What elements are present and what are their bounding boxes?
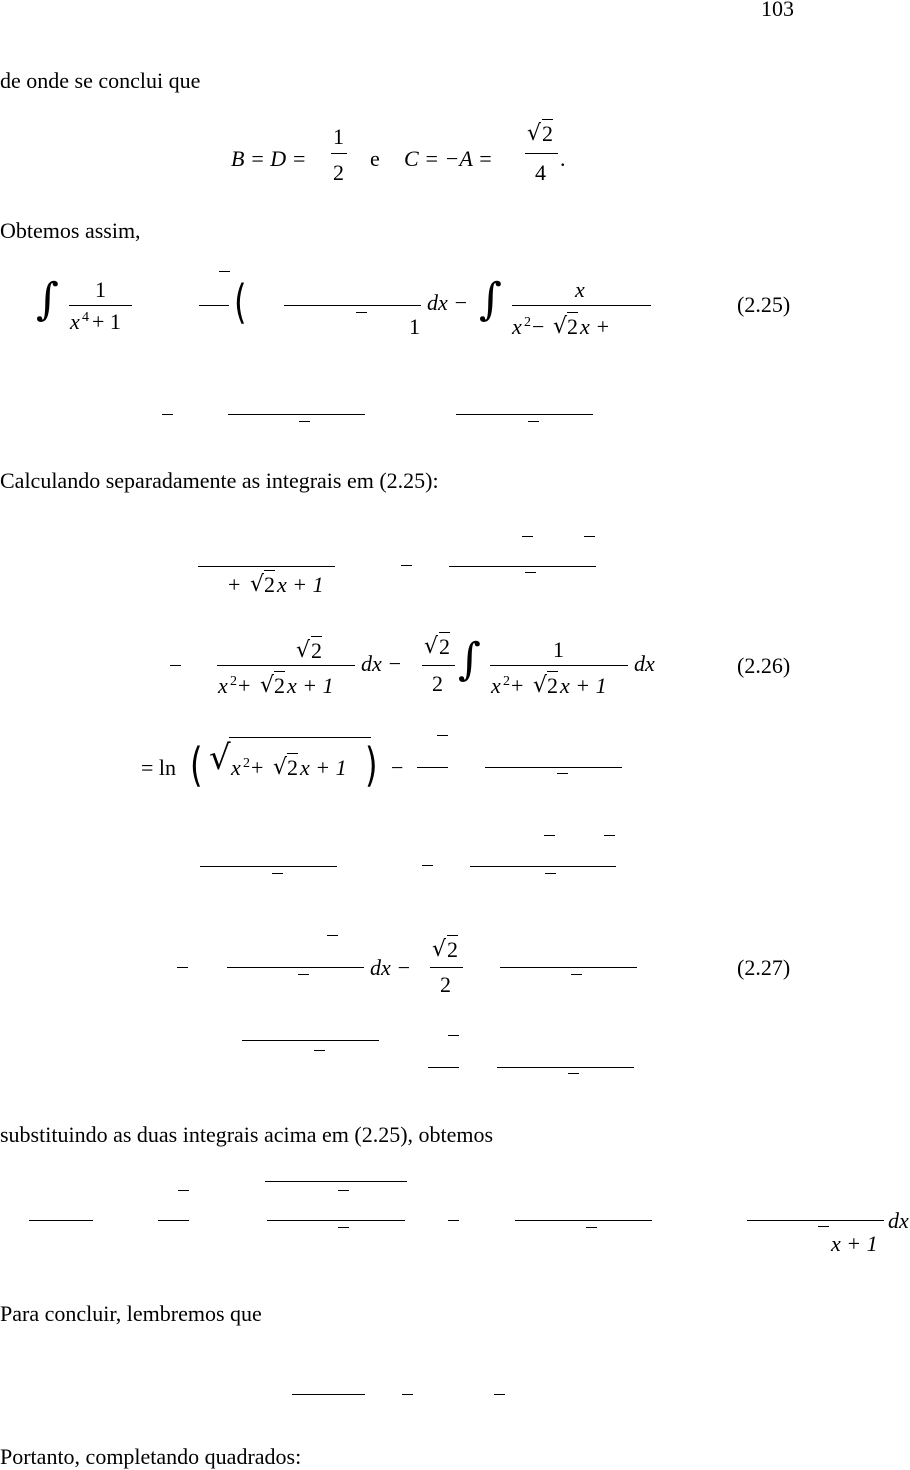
fraction-bar [158,1220,189,1221]
tick [401,565,412,566]
sqrt-sign: √ [553,314,568,339]
den-one: 1 [409,314,420,339]
fraction-bar [242,1040,379,1041]
tick [314,1050,325,1051]
den-x: x [70,309,80,334]
den-exp: 2 [524,315,531,330]
fraction-bar [470,866,616,867]
fraction-bar [525,153,558,154]
tick [338,1227,349,1228]
tick [327,935,338,936]
tick [170,665,181,666]
fraction-bar [497,1067,634,1068]
frac-den: 2 [432,671,443,696]
integral-sign: ∫ [36,274,59,325]
den-exp: 4 [82,310,89,325]
fraction-bar [456,414,593,415]
paragraph-calculando: Calculando separadamente as integrais em (2.25): [0,468,439,493]
numerator-x: x [575,277,585,302]
equation-tag: (2.27) [737,955,791,980]
tick [402,1394,413,1395]
fraction-bar [430,967,463,968]
equation-tag: (2.26) [737,653,791,678]
tick [571,974,582,975]
sqrt-arg: 2 [264,572,275,597]
paragraph-substituindo: substituindo as duas integrais acima em (2.25), obtemos [0,1122,494,1147]
equation-tag: (2.25) [737,292,791,317]
tick [568,1073,579,1074]
dx: dx [888,1208,909,1233]
tick [437,735,448,736]
dx-minus: dx − [361,651,403,676]
tick [178,1190,189,1191]
sqrt-bar [229,737,371,738]
sqrt-sign: √ [250,572,265,597]
fraction-bar [417,767,448,768]
fraction-bar [227,967,364,968]
fraction-bar [265,1181,407,1182]
sqrt-arg: 2 [447,937,458,962]
sqrt-sign: √ [527,121,542,146]
fraction-bar [490,665,628,666]
tick [448,1220,459,1221]
den-plus: + [228,572,241,597]
den-exp: 2 [503,674,510,689]
den-minus: − [532,314,545,339]
right-paren: ) [365,738,378,792]
den-x: x [512,314,522,339]
sqrt-sign: √ [273,755,288,780]
frac-num: 1 [333,124,344,149]
sqrt-arg: 2 [542,121,553,146]
sqrt-arg: 2 [547,673,558,698]
tick [219,271,230,272]
frac-den: 2 [440,972,451,997]
conjunction: e [370,146,380,171]
sqrt-sign: √ [424,634,439,659]
paragraph-portanto: Portanto, completando quadrados: [0,1444,302,1469]
den-x: x [218,673,228,698]
sqrt-sign: √ [209,738,231,778]
tick [528,421,539,422]
den-tail: x + [580,314,611,339]
fraction-bar [200,866,337,867]
fraction-bar [228,414,365,415]
den-x: x [491,673,501,698]
tick [422,865,433,866]
fraction-bar [449,566,596,567]
sqrt-arg: 2 [274,673,285,698]
tick [557,773,568,774]
fraction-bar [331,153,347,154]
fraction-bar [428,1067,459,1068]
numerator: 1 [553,637,564,662]
fraction-bar [29,1220,93,1221]
tick [298,974,309,975]
fraction-bar [199,305,229,306]
dx: dx [634,651,655,676]
fraction-bar [217,665,355,666]
frac-den: 2 [333,160,344,185]
left-paren: ( [234,275,247,329]
tick [338,1190,349,1191]
sqrt-sign: √ [533,673,548,698]
fraction-bar [284,305,421,306]
in-exp: 2 [243,756,250,771]
sqrt-arg: 2 [439,634,450,659]
tick [818,1226,829,1227]
integral-sign: ∫ [479,274,502,325]
den-tail: x + 1 [277,572,324,597]
fraction-bar [512,305,651,306]
sqrt-arg: 2 [311,638,322,663]
tick [586,1227,597,1228]
den-exp: 2 [230,674,237,689]
tick [162,414,173,415]
dx-minus: dx − [370,955,412,980]
in-tail: x + 1 [300,755,347,780]
fraction-bar [747,1220,884,1221]
sqrt-sign: √ [260,673,275,698]
equals-ln: = ln [141,755,177,780]
tick [584,536,595,537]
fraction-bar [515,1220,652,1221]
sqrt-sign: √ [432,937,447,962]
dx-minus: dx − [427,290,469,315]
paragraph-obtemos: Obtemos assim, [0,218,141,243]
tick [272,873,283,874]
den-tail: x + 1 [560,673,607,698]
tick [525,572,536,573]
fraction-bar [500,967,637,968]
paragraph-para-concluir: Para concluir, lembremos que [0,1301,262,1326]
fraction-bar [198,566,335,567]
tick [544,835,555,836]
fraction-bar [267,1220,405,1221]
tick [356,312,367,313]
left-paren: ( [190,738,203,792]
eq-right: C = −A = [404,146,493,171]
sqrt-arg: 2 [567,314,578,339]
tick [494,1394,505,1395]
in-x: x [231,755,241,780]
den-plus: + [511,673,524,698]
tick [522,536,533,537]
numerator: 1 [95,277,106,302]
sqrt-arg: 2 [287,755,298,780]
den-plus: + [238,673,251,698]
fraction-bar [485,767,622,768]
den-tail: x + 1 [831,1231,878,1256]
minus: − [391,755,404,780]
sqrt-sign: √ [296,638,311,663]
fraction-bar [69,305,132,306]
integral-sign: ∫ [458,634,481,685]
fraction-bar [292,1394,365,1395]
tick [604,835,615,836]
paragraph-intro: de onde se conclui que [0,68,201,93]
den-plus: + 1 [92,309,121,334]
frac-den: 4 [535,160,546,185]
den-tail: x + 1 [287,673,334,698]
eq-left: B = D = [231,146,307,171]
in-plus: + [251,755,264,780]
period: . [560,146,566,171]
tick [299,421,310,422]
tick [177,967,188,968]
fraction-bar [422,665,455,666]
tick [545,873,556,874]
tick [448,1035,459,1036]
page-number: 103 [761,0,794,21]
